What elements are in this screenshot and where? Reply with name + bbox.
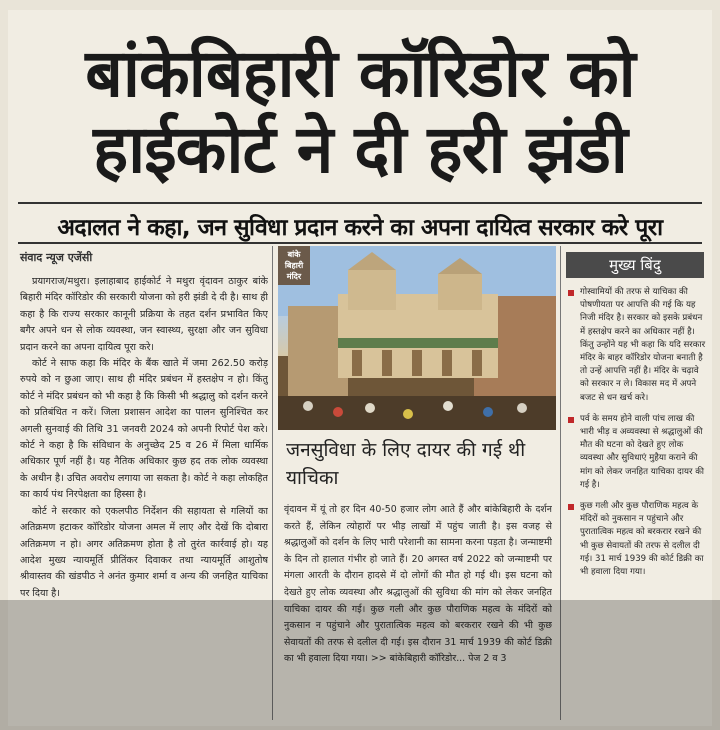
deck-subtitle: अदालत ने कहा, जन सुविधा प्रदान करने का अपना दायित्व सरकार करे पूरा	[57, 215, 663, 241]
headline-rule	[18, 202, 702, 204]
column-divider-2	[560, 246, 561, 720]
sidebar-key-points	[568, 286, 706, 587]
headline-line-2: हाईकोर्ट ने दी हरी झंडी	[93, 111, 627, 188]
key-point-2	[568, 413, 706, 492]
key-point-3	[568, 500, 706, 579]
article-paragraph-3: कोर्ट ने सरकार को एकलपीठ निर्देशन की सहायता से गलियों का अतिक्रमण हटाकर कॉरिडोर योजना अमल में लाए और देखें कि दोबारा अतिक्रमण न हो। अगर अतिक्रमण होता है तो तुरंत कार्रवाई हो। यह आदेश मुख्य न्यायमूर्ति प्रीतिंकर दिवाकर तथा न्यायमूर्ति आशुतोष श्रीवास्तव की खंडपीठ ने अनंत कुमार शर्मा व अन्य की जनहित याचिका पर दिया है।	[20, 505, 268, 599]
temple-photo	[278, 246, 556, 434]
sidebar-title: मुख्य बिंदु	[566, 252, 704, 278]
bullet-icon	[568, 290, 574, 296]
deck-rule	[18, 242, 702, 244]
article-column-2: वृंदावन में यूं तो हर दिन 40-50 हजार लोग आते हैं और बांकेबिहारी के दर्शन करते हैं, लेकिन त्योहारों पर भीड़ लाखों में पहुंच जाती है। इस वजह से श्रद्धालुओं को दर्शन के लिए भारी परेशानी का सामना करना पड़ता है। जन्माष्टमी के दिन तो हालात गंभीर हो जाते हैं। 20 अगस्त वर्ष 2022 को जन्माष्टमी पर मंगला आरती के दौरान हादसे में दो लोगों की मौत हो गई थी। इस घटना को देखते हुए लोक व्यवस्था और श्रद्धालुओं की सुविधा की मांग को लेकर जनहित याचिका दायर की गई। कुछ गली और कुछ पौराणिक महत्व के मंदिरों को नुकसान न पहुंचाने और पुरातात्विक महत्व को बरकरार रखने की भी कुछ सेवायतों की तरफ से दलील दी गई। इस दौरान 31 मार्च 1939 की कोर्ट डिक्री का भी हवाला दिया गया। >> बांकेबिहारी कॉरिडोर... पेज 2 व 3	[284, 504, 552, 665]
key-point-text: पर्व के समय होने वाली पांच लाख की भारी भीड़ व अव्यवस्था से श्रद्धालुओं की मौत की घटना को देखते हुए लोक व्यवस्था और सुविधाएं मुहैया कराने की मांग को लेकर जनहित याचिका दायर की गई है।	[580, 413, 705, 490]
bullet-icon	[568, 417, 574, 423]
article-paragraph-2: कोर्ट ने साफ कहा कि मंदिर के बैंक खाते में जमा 262.50 करोड़ रुपये को न छुआ जाए। साथ ही मंदिर प्रबंधन में हस्तक्षेप न हो। किंतु कोर्ट ने मंदिर प्रबंधन को भी कहा है कि किसी भी श्रद्धालु को दर्शन करने को प्रतिबंधित न करें। जिला प्रशासन आदेश का पालन सुनिश्चित कर अगली सुनवाई की तिथि 31 जनवरी 2024 को अपनी रिपोर्ट पेश करे। कोर्ट ने कहा है कि संविधान के अनुच्छेद 25 व 26 में मिला धार्मिक अधिकार पूर्ण नहीं है। यह नैतिक अधिकार कुछ हद तक लोक व्यवस्था के अधीन है। उचित अवरोध लगाया जा सकता है। कोर्ट ने कहा लोकहित का कार्य पंथ निरपेक्षता का हिस्सा है।	[20, 358, 268, 501]
newspaper-clipping	[8, 10, 712, 726]
key-point-text: कुछ गली और कुछ पौराणिक महत्व के मंदिरों को नुकसान न पहुंचाने और पुरातात्विक महत्व को बरकरार रखने की भी कुछ सेवायतों की तरफ से दलील दी गई। 31 मार्च 1939 की कोर्ट डिक्री का भी हवाला दिया गया।	[580, 501, 704, 578]
article-subheading: जनसुविधा के लिए दायर की गई थी याचिका	[278, 430, 556, 500]
headline	[8, 36, 712, 188]
headline-line-1: बांकेबिहारी कॉरिडोर को	[85, 35, 635, 112]
byline: संवाद न्यूज एजेंसी	[20, 251, 93, 264]
bullet-icon	[568, 504, 574, 510]
photo-caption-tag: बांके बिहारी मंदिर	[278, 246, 310, 285]
key-point-1	[568, 286, 706, 405]
temple-illustration	[278, 246, 556, 434]
key-point-text: गोस्वामियों की तरफ से याचिका की पोषणीयता पर आपत्ति की गई कि यह निजी मंदिर है। सरकार को इसके प्रबंधन में हस्तक्षेप करने का अधिकार नहीं है। किंतु उन्होंने यह भी कहा कि यदि सरकार मंदिर के बाहर कॉरिडोर योजना बनाती है तो उन्हें आपत्ति नहीं है। मंदिर के चढ़ावे को सरकार न ले। विकास मद में अपने बजट से धन खर्च करे।	[580, 287, 706, 403]
column-divider-1	[272, 246, 273, 720]
article-paragraph-1: प्रयागराज/मथुरा। इलाहाबाद हाईकोर्ट ने मथुरा वृंदावन ठाकुर बांके बिहारी मंदिर कॉरिडोर की सरकारी योजना को हरी झंडी दे दी है। साथ ही कहा है कि राज्य सरकार कानूनी प्रक्रिया के तहत दर्शन प्रभावित किए बगैर अपने धन से लोक व्यवस्था, जन स्वास्थ्य, सुरक्षा और जन सुविधा प्रदान करने का अपना दायित्व पूरा करे।	[20, 276, 268, 353]
article-column-1	[20, 274, 268, 720]
